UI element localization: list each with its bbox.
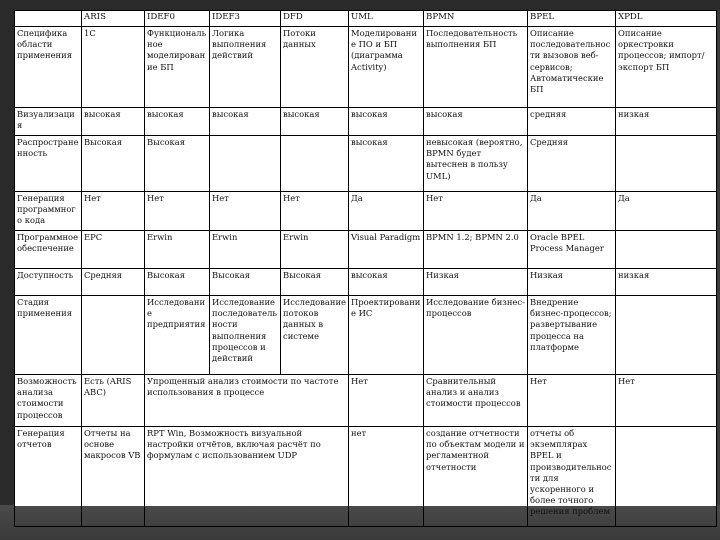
row-label: Возможность анализа стоимости процессов — [15, 375, 82, 427]
table-cell: Средняя — [528, 136, 616, 192]
table-row — [15, 192, 717, 231]
slide-frame-top — [0, 0, 720, 10]
table-cell: Да — [349, 192, 424, 231]
row-label: Генерация программного кода — [15, 192, 82, 231]
table-cell: Нет — [145, 192, 210, 231]
table-cell — [616, 296, 717, 375]
table-cell: Сравнительный анализ и анализ стоимости процессов — [424, 375, 528, 427]
table-cell: Исследование предприятия — [145, 296, 210, 375]
table-cell: Проектирование ИС — [349, 296, 424, 375]
table-row — [15, 375, 717, 427]
table-row — [15, 108, 717, 136]
table-cell: Высокая — [145, 269, 210, 296]
table-cell: невысокая (вероятно, BPMN будет вытеснен в пользу UML) — [424, 136, 528, 192]
table-cell: Описание оркестровки процессов; импорт/экспорт БП — [616, 27, 717, 108]
table-cell: Visual Paradigm — [349, 231, 424, 269]
table-cell — [82, 296, 145, 375]
table-cell: Высокая — [281, 269, 349, 296]
table-cell: высокая — [349, 136, 424, 192]
table-cell: Исследование потоков данных в системе — [281, 296, 349, 375]
table-cell: нет — [349, 427, 424, 527]
table-cell: EPC — [82, 231, 145, 269]
notation-comparison-table — [14, 10, 717, 527]
table-cell: Моделирование ПО и БП (диаграмма Activity) — [349, 27, 424, 108]
table-cell: Erwin — [210, 231, 281, 269]
table-cell: высокая — [281, 108, 349, 136]
table-row — [15, 427, 717, 527]
table-row — [15, 269, 717, 296]
table-cell: Нет — [281, 192, 349, 231]
table-cell: Низкая — [424, 269, 528, 296]
table-cell: Нет — [424, 192, 528, 231]
table-cell-merged: RPT Win, Возможность визуальной настройки отчётов, включая расчёт по формулам с использованием UDP — [145, 427, 349, 527]
row-label: Доступность — [15, 269, 82, 296]
table-cell: Да — [528, 192, 616, 231]
table-cell: высокая — [145, 108, 210, 136]
table-cell: Erwin — [281, 231, 349, 269]
table-cell: высокая — [349, 108, 424, 136]
table-cell: Отчеты на основе макросов VB — [82, 427, 145, 527]
table-cell: Последовательность выполнения БП — [424, 27, 528, 108]
table-cell: Erwin — [145, 231, 210, 269]
table-cell: Логика выполнения действий — [210, 27, 281, 108]
table-cell-empty — [210, 136, 281, 192]
table-cell: Исследование бизнес-процессов — [424, 296, 528, 375]
header-cell: IDEF3 — [210, 11, 281, 27]
table-cell: Нет — [616, 375, 717, 427]
table-cell: низкая — [616, 269, 717, 296]
table-cell: BPMN 1.2; BPMN 2.0 — [424, 231, 528, 269]
table-cell — [616, 427, 717, 527]
row-label: Программное обеспечение — [15, 231, 82, 269]
table-cell: Внедрение бизнес-процессов; развертывание процесса на платформе — [528, 296, 616, 375]
table-cell: Низкая — [528, 269, 616, 296]
row-label: Специфика области применения — [15, 27, 82, 108]
comparison-sheet — [14, 10, 716, 517]
table-cell: Описание последовательности вызовов веб-сервисов; Автоматические БП — [528, 27, 616, 108]
table-cell: Oracle BPEL Process Manager — [528, 231, 616, 269]
table-cell: высокая — [210, 108, 281, 136]
table-row — [15, 136, 717, 192]
table-cell: Средняя — [82, 269, 145, 296]
table-cell: Исследование последовательности выполнения процессов и действий — [210, 296, 281, 375]
table-row — [15, 296, 717, 375]
table-cell: Нет — [82, 192, 145, 231]
table-row — [15, 231, 717, 269]
header-cell: XPDL — [616, 11, 717, 27]
table-cell: Да — [616, 192, 717, 231]
table-cell: высокая — [349, 269, 424, 296]
header-cell: DFD — [281, 11, 349, 27]
header-cell: ARIS — [82, 11, 145, 27]
header-cell: IDEF0 — [145, 11, 210, 27]
table-cell: Высокая — [210, 269, 281, 296]
table-cell — [616, 231, 717, 269]
table-cell: 1С — [82, 27, 145, 108]
row-label: Визуализация — [15, 108, 82, 136]
header-row — [15, 11, 717, 27]
table-cell: Функциональное моделирование БП — [145, 27, 210, 108]
row-label: Стадия применения — [15, 296, 82, 375]
table-cell: высокая — [82, 108, 145, 136]
table-cell-empty — [616, 136, 717, 192]
table-cell: Потоки данных — [281, 27, 349, 108]
table-cell: Нет — [528, 375, 616, 427]
row-label: Распространенность — [15, 136, 82, 192]
table-cell: Высокая — [82, 136, 145, 192]
slide-frame-left — [0, 0, 14, 540]
table-cell-empty — [281, 136, 349, 192]
table-row — [15, 27, 717, 108]
table-cell: Высокая — [145, 136, 210, 192]
header-cell — [15, 11, 82, 27]
header-cell: BPEL — [528, 11, 616, 27]
table-cell: низкая — [616, 108, 717, 136]
table-cell: Есть (ARIS ABC) — [82, 375, 145, 427]
header-cell: UML — [349, 11, 424, 27]
table-cell: отчеты об экземплярах BPEL и производительности для ускоренного и более точного решения проблем — [528, 427, 616, 527]
row-label: Генерация отчетов — [15, 427, 82, 527]
header-cell: BPMN — [424, 11, 528, 27]
table-cell: создание отчетности по объектам модели и регламентной отчетности — [424, 427, 528, 527]
table-cell: высокая — [424, 108, 528, 136]
table-cell: средняя — [528, 108, 616, 136]
table-cell: Нет — [349, 375, 424, 427]
table-cell: Нет — [210, 192, 281, 231]
table-cell-merged: Упрощенный анализ стоимости по частоте использования в процессе — [145, 375, 349, 427]
